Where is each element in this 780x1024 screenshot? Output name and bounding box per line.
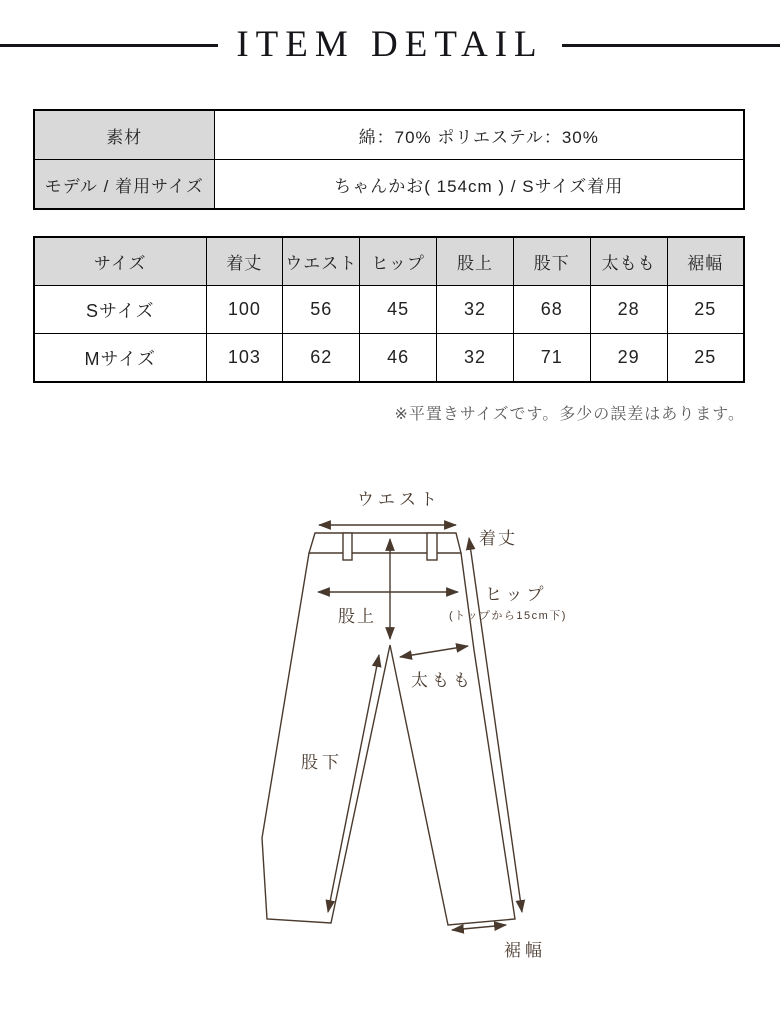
hip-note-label: (トップから15cm下) [449, 610, 567, 622]
belt-loop-left [343, 533, 352, 560]
size-m-hem: 25 [667, 334, 744, 383]
pants-body-outline [262, 553, 515, 925]
item-detail-page [0, 24, 780, 987]
info-row-material [34, 110, 744, 160]
size-name-s: Sサイズ [34, 286, 206, 334]
waist-label: ウエスト [357, 490, 441, 509]
size-s-rise: 32 [437, 286, 514, 334]
size-m-hip: 46 [360, 334, 437, 383]
size-m-inseam: 71 [513, 334, 590, 383]
size-header-waist: ウエスト [283, 237, 360, 286]
size-s-hem: 25 [667, 286, 744, 334]
product-info-table [33, 109, 745, 210]
size-header-hip: ヒップ [360, 237, 437, 286]
size-s-inseam: 68 [513, 286, 590, 334]
size-table [33, 236, 745, 383]
size-name-m: Mサイズ [34, 334, 206, 383]
header-rule-right [562, 44, 780, 47]
thigh-arrow [400, 646, 468, 657]
rise-label: 股上 [338, 607, 376, 626]
size-table-header-row [34, 237, 744, 286]
hem-width-arrow [452, 925, 506, 930]
size-note: ※平置きサイズです。多少の誤差はあります。 [394, 406, 745, 423]
thigh-label: 太もも [411, 671, 474, 690]
info-value-material: 綿：70% ポリエステル：30% [214, 110, 744, 160]
size-s-length: 100 [206, 286, 283, 334]
hip-label: ヒップ [485, 585, 548, 604]
size-header-size: サイズ [34, 237, 206, 286]
size-m-rise: 32 [437, 334, 514, 383]
size-header-length: 着丈 [206, 237, 283, 286]
size-header-hem: 裾幅 [667, 237, 744, 286]
size-table-row-s [34, 286, 744, 334]
pants-measurement-diagram [230, 475, 580, 987]
inseam-label: 股下 [301, 753, 343, 772]
size-m-thigh: 29 [590, 334, 667, 383]
hem-width-label: 裾幅 [504, 941, 546, 960]
inseam-arrow [328, 655, 379, 912]
size-m-length: 103 [206, 334, 283, 383]
size-header-rise: 股上 [437, 237, 514, 286]
info-value-model: ちゃんかお( 154cm ) / Sサイズ着用 [214, 160, 744, 210]
size-s-hip: 45 [360, 286, 437, 334]
length-label: 着丈 [479, 529, 517, 548]
pants-waistband [309, 533, 461, 553]
info-label-model: モデル / 着用サイズ [34, 160, 214, 210]
size-s-waist: 56 [283, 286, 360, 334]
size-s-thigh: 28 [590, 286, 667, 334]
belt-loop-right [427, 533, 437, 560]
size-header-inseam: 股下 [513, 237, 590, 286]
page-title: ITEM DETAIL [236, 24, 544, 65]
info-label-material: 素材 [34, 110, 214, 160]
size-header-thigh: 太もも [590, 237, 667, 286]
section-header [0, 24, 780, 66]
info-row-model [34, 160, 744, 210]
size-table-row-m [34, 334, 744, 383]
header-rule-left [0, 44, 218, 47]
size-m-waist: 62 [283, 334, 360, 383]
